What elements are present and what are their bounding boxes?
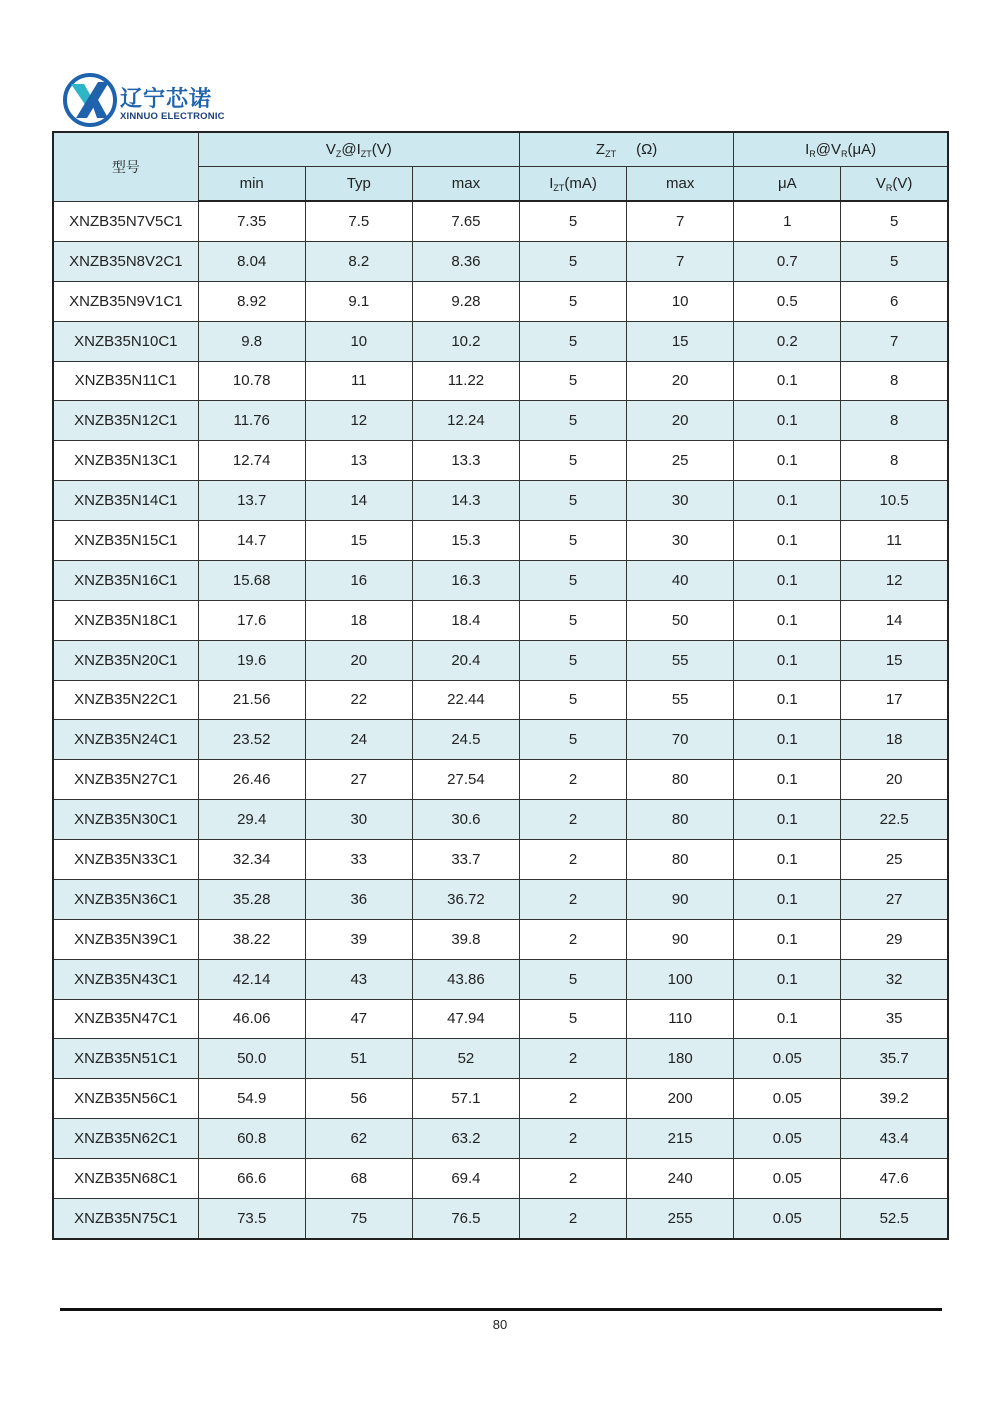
cell-vz-typ: 43 xyxy=(305,959,412,999)
vz-group-header: $V_Z@I_{ZT}(V)$ xyxy=(198,132,519,167)
cell-vz-max: 18.4 xyxy=(412,600,519,640)
cell-vz-typ: 16 xyxy=(305,560,412,600)
footer-rule xyxy=(60,1308,942,1311)
table-row xyxy=(53,680,948,720)
cell-zzt-max: 80 xyxy=(627,760,734,800)
cell-vr: 20 xyxy=(841,760,948,800)
cell-izt: 5 xyxy=(520,481,627,521)
table-row xyxy=(53,919,948,959)
cell-vz-min: 23.52 xyxy=(198,720,305,760)
cell-model: XNZB35N15C1 xyxy=(53,521,198,561)
cell-izt: 2 xyxy=(520,1119,627,1159)
cell-vz-max: 9.28 xyxy=(412,281,519,321)
table-row xyxy=(53,321,948,361)
cell-zzt-max: 110 xyxy=(627,999,734,1039)
cell-vz-max: 7.65 xyxy=(412,201,519,241)
cell-zzt-max: 80 xyxy=(627,840,734,880)
cell-izt: 2 xyxy=(520,840,627,880)
cell-ir: 0.1 xyxy=(734,441,841,481)
cell-vz-min: 35.28 xyxy=(198,879,305,919)
cell-izt: 5 xyxy=(520,720,627,760)
cell-ir: 0.1 xyxy=(734,521,841,561)
cell-vz-typ: 24 xyxy=(305,720,412,760)
cell-vz-min: 54.9 xyxy=(198,1079,305,1119)
cell-ir: 0.1 xyxy=(734,481,841,521)
cell-ir: 0.2 xyxy=(734,321,841,361)
cell-izt: 5 xyxy=(520,680,627,720)
cell-zzt-max: 10 xyxy=(627,281,734,321)
cell-model: XNZB35N10C1 xyxy=(53,321,198,361)
cell-izt: 2 xyxy=(520,760,627,800)
cell-vz-min: 46.06 xyxy=(198,999,305,1039)
table-row xyxy=(53,840,948,880)
cell-vr: 8 xyxy=(841,361,948,401)
cell-izt: 5 xyxy=(520,441,627,481)
cell-vr: 8 xyxy=(841,401,948,441)
table-row xyxy=(53,560,948,600)
cell-model: XNZB35N27C1 xyxy=(53,760,198,800)
cell-vr: 5 xyxy=(841,241,948,281)
vz-min-header: min xyxy=(198,167,305,202)
cell-model: XNZB35N56C1 xyxy=(53,1079,198,1119)
cell-vr: 5 xyxy=(841,201,948,241)
cell-vz-max: 69.4 xyxy=(412,1159,519,1199)
cell-vz-typ: 14 xyxy=(305,481,412,521)
cell-model: XNZB35N36C1 xyxy=(53,879,198,919)
cell-ir: 0.1 xyxy=(734,361,841,401)
cell-izt: 5 xyxy=(520,201,627,241)
cell-vr: 29 xyxy=(841,919,948,959)
table-row xyxy=(53,241,948,281)
cell-zzt-max: 25 xyxy=(627,441,734,481)
cell-vz-typ: 13 xyxy=(305,441,412,481)
cell-izt: 5 xyxy=(520,640,627,680)
cell-vz-min: 17.6 xyxy=(198,600,305,640)
cell-vz-min: 15.68 xyxy=(198,560,305,600)
cell-izt: 2 xyxy=(520,800,627,840)
cell-vz-min: 8.04 xyxy=(198,241,305,281)
cell-vz-typ: 47 xyxy=(305,999,412,1039)
cell-ir: 0.1 xyxy=(734,800,841,840)
cell-vz-min: 9.8 xyxy=(198,321,305,361)
cell-vr: 18 xyxy=(841,720,948,760)
cell-vz-typ: 62 xyxy=(305,1119,412,1159)
cell-vr: 14 xyxy=(841,600,948,640)
table-row xyxy=(53,640,948,680)
cell-zzt-max: 55 xyxy=(627,640,734,680)
cell-izt: 2 xyxy=(520,1079,627,1119)
cell-zzt-max: 30 xyxy=(627,481,734,521)
cell-vz-min: 21.56 xyxy=(198,680,305,720)
cell-vz-min: 26.46 xyxy=(198,760,305,800)
cell-zzt-max: 55 xyxy=(627,680,734,720)
cell-vz-min: 10.78 xyxy=(198,361,305,401)
cell-vz-max: 39.8 xyxy=(412,919,519,959)
cell-ir: 0.05 xyxy=(734,1119,841,1159)
cell-vr: 27 xyxy=(841,879,948,919)
table-row xyxy=(53,1198,948,1239)
cell-vz-min: 13.7 xyxy=(198,481,305,521)
zener-spec-table xyxy=(52,131,949,1240)
cell-izt: 2 xyxy=(520,1198,627,1239)
company-logo xyxy=(62,72,282,130)
cell-vz-max: 76.5 xyxy=(412,1198,519,1239)
cell-izt: 5 xyxy=(520,521,627,561)
cell-vz-max: 47.94 xyxy=(412,999,519,1039)
cell-izt: 2 xyxy=(520,1159,627,1199)
cell-vz-typ: 18 xyxy=(305,600,412,640)
cell-izt: 5 xyxy=(520,361,627,401)
cell-ir: 0.1 xyxy=(734,600,841,640)
cell-izt: 2 xyxy=(520,1039,627,1079)
cell-model: XNZB35N30C1 xyxy=(53,800,198,840)
cell-model: XNZB35N39C1 xyxy=(53,919,198,959)
cell-vz-max: 10.2 xyxy=(412,321,519,361)
cell-ir: 0.05 xyxy=(734,1039,841,1079)
cell-izt: 5 xyxy=(520,959,627,999)
cell-zzt-max: 215 xyxy=(627,1119,734,1159)
cell-vr: 35.7 xyxy=(841,1039,948,1079)
cell-zzt-max: 7 xyxy=(627,241,734,281)
page-number: 80 xyxy=(492,1317,508,1332)
cell-vz-min: 32.34 xyxy=(198,840,305,880)
ir-group-header: $I_R@V_R(\mu A)$ xyxy=(734,132,948,167)
cell-model: XNZB35N51C1 xyxy=(53,1039,198,1079)
cell-izt: 5 xyxy=(520,999,627,1039)
cell-vz-max: 8.36 xyxy=(412,241,519,281)
cell-model: XNZB35N7V5C1 xyxy=(53,201,198,241)
cell-izt: 2 xyxy=(520,919,627,959)
cell-vr: 47.6 xyxy=(841,1159,948,1199)
table-row xyxy=(53,999,948,1039)
cell-vz-max: 22.44 xyxy=(412,680,519,720)
cell-vz-max: 11.22 xyxy=(412,361,519,401)
cell-vr: 32 xyxy=(841,959,948,999)
vz-max-header: max xyxy=(412,167,519,202)
cell-ir: 0.05 xyxy=(734,1198,841,1239)
cell-vz-typ: 12 xyxy=(305,401,412,441)
table-body xyxy=(53,201,948,1239)
cell-model: XNZB35N43C1 xyxy=(53,959,198,999)
cell-vz-max: 16.3 xyxy=(412,560,519,600)
cell-izt: 5 xyxy=(520,321,627,361)
cell-izt: 5 xyxy=(520,401,627,441)
cell-vz-max: 52 xyxy=(412,1039,519,1079)
cell-vr: 52.5 xyxy=(841,1198,948,1239)
cell-vr: 12 xyxy=(841,560,948,600)
cell-vz-typ: 10 xyxy=(305,321,412,361)
cell-ir: 0.5 xyxy=(734,281,841,321)
table-row xyxy=(53,800,948,840)
cell-zzt-max: 255 xyxy=(627,1198,734,1239)
table-row xyxy=(53,1119,948,1159)
cell-model: XNZB35N18C1 xyxy=(53,600,198,640)
cell-vz-max: 57.1 xyxy=(412,1079,519,1119)
cell-model: XNZB35N11C1 xyxy=(53,361,198,401)
table-row xyxy=(53,1079,948,1119)
zzt-max-header: max xyxy=(627,167,734,202)
cell-ir: 0.7 xyxy=(734,241,841,281)
cell-vz-min: 8.92 xyxy=(198,281,305,321)
cell-vz-typ: 20 xyxy=(305,640,412,680)
cell-zzt-max: 90 xyxy=(627,879,734,919)
cell-model: XNZB35N33C1 xyxy=(53,840,198,880)
cell-vz-max: 12.24 xyxy=(412,401,519,441)
cell-izt: 5 xyxy=(520,600,627,640)
cell-ir: 0.1 xyxy=(734,879,841,919)
cell-izt: 2 xyxy=(520,879,627,919)
cell-vz-typ: 56 xyxy=(305,1079,412,1119)
cell-vz-typ: 15 xyxy=(305,521,412,561)
table-row xyxy=(53,401,948,441)
cell-ir: 0.1 xyxy=(734,959,841,999)
table-row xyxy=(53,201,948,241)
cell-ir: 0.1 xyxy=(734,680,841,720)
cell-vr: 22.5 xyxy=(841,800,948,840)
cell-vz-typ: 22 xyxy=(305,680,412,720)
cell-zzt-max: 90 xyxy=(627,919,734,959)
cell-vz-min: 60.8 xyxy=(198,1119,305,1159)
cell-ir: 0.05 xyxy=(734,1079,841,1119)
cell-vz-typ: 75 xyxy=(305,1198,412,1239)
cell-zzt-max: 20 xyxy=(627,361,734,401)
cell-vz-max: 13.3 xyxy=(412,441,519,481)
cell-vr: 43.4 xyxy=(841,1119,948,1159)
cell-vz-typ: 9.1 xyxy=(305,281,412,321)
cell-vr: 8 xyxy=(841,441,948,481)
cell-vz-min: 29.4 xyxy=(198,800,305,840)
cell-vz-min: 19.6 xyxy=(198,640,305,680)
cell-vr: 25 xyxy=(841,840,948,880)
table-row xyxy=(53,720,948,760)
cell-model: XNZB35N24C1 xyxy=(53,720,198,760)
table-row xyxy=(53,281,948,321)
cell-vz-max: 30.6 xyxy=(412,800,519,840)
cell-zzt-max: 7 xyxy=(627,201,734,241)
table-row xyxy=(53,879,948,919)
cell-zzt-max: 180 xyxy=(627,1039,734,1079)
table-row xyxy=(53,600,948,640)
cell-model: XNZB35N68C1 xyxy=(53,1159,198,1199)
izt-header: $I_{ZT}(mA)$ xyxy=(520,167,627,202)
cell-ir: 1 xyxy=(734,201,841,241)
cell-vz-typ: 68 xyxy=(305,1159,412,1199)
cell-model: XNZB35N62C1 xyxy=(53,1119,198,1159)
cell-vz-typ: 11 xyxy=(305,361,412,401)
vr-header: $V_R(V)$ xyxy=(841,167,948,202)
cell-izt: 5 xyxy=(520,281,627,321)
cell-vz-min: 42.14 xyxy=(198,959,305,999)
model-header: 型号 xyxy=(53,132,198,201)
cell-vr: 39.2 xyxy=(841,1079,948,1119)
cell-model: XNZB35N9V1C1 xyxy=(53,281,198,321)
cell-vz-max: 24.5 xyxy=(412,720,519,760)
table-row xyxy=(53,1039,948,1079)
cell-ir: 0.1 xyxy=(734,560,841,600)
cell-ir: 0.1 xyxy=(734,401,841,441)
cell-vr: 11 xyxy=(841,521,948,561)
cell-ir: 0.1 xyxy=(734,760,841,800)
cell-model: XNZB35N16C1 xyxy=(53,560,198,600)
cell-vr: 15 xyxy=(841,640,948,680)
cell-vz-max: 33.7 xyxy=(412,840,519,880)
table-row xyxy=(53,361,948,401)
cell-zzt-max: 240 xyxy=(627,1159,734,1199)
cell-ir: 0.1 xyxy=(734,720,841,760)
cell-zzt-max: 20 xyxy=(627,401,734,441)
table-row xyxy=(53,760,948,800)
cell-vz-min: 11.76 xyxy=(198,401,305,441)
cell-zzt-max: 200 xyxy=(627,1079,734,1119)
cell-vr: 17 xyxy=(841,680,948,720)
cell-vr: 6 xyxy=(841,281,948,321)
cell-zzt-max: 15 xyxy=(627,321,734,361)
logo-name-cn: 辽宁芯诺 xyxy=(120,87,213,112)
cell-vz-max: 15.3 xyxy=(412,521,519,561)
cell-vz-typ: 8.2 xyxy=(305,241,412,281)
cell-zzt-max: 100 xyxy=(627,959,734,999)
vz-typ-header: Typ xyxy=(305,167,412,202)
cell-ir: 0.05 xyxy=(734,1159,841,1199)
cell-vz-typ: 51 xyxy=(305,1039,412,1079)
cell-model: XNZB35N75C1 xyxy=(53,1198,198,1239)
cell-vz-max: 14.3 xyxy=(412,481,519,521)
cell-vz-typ: 36 xyxy=(305,879,412,919)
cell-ir: 0.1 xyxy=(734,840,841,880)
cell-zzt-max: 50 xyxy=(627,600,734,640)
cell-vz-max: 36.72 xyxy=(412,879,519,919)
cell-izt: 5 xyxy=(520,560,627,600)
cell-model: XNZB35N20C1 xyxy=(53,640,198,680)
cell-model: XNZB35N14C1 xyxy=(53,481,198,521)
cell-vz-min: 66.6 xyxy=(198,1159,305,1199)
cell-model: XNZB35N8V2C1 xyxy=(53,241,198,281)
table-row xyxy=(53,521,948,561)
cell-vz-typ: 7.5 xyxy=(305,201,412,241)
cell-model: XNZB35N12C1 xyxy=(53,401,198,441)
zzt-group-header: $Z_{ZT}$ (Ω) xyxy=(520,132,734,167)
table-row xyxy=(53,441,948,481)
cell-ir: 0.1 xyxy=(734,640,841,680)
xinnuo-logo-icon xyxy=(62,72,118,128)
cell-vr: 35 xyxy=(841,999,948,1039)
cell-zzt-max: 70 xyxy=(627,720,734,760)
cell-ir: 0.1 xyxy=(734,999,841,1039)
cell-vz-min: 14.7 xyxy=(198,521,305,561)
cell-izt: 5 xyxy=(520,241,627,281)
logo-name-en: XINNUO ELECTRONIC xyxy=(120,111,225,122)
cell-vz-typ: 27 xyxy=(305,760,412,800)
cell-model: XNZB35N22C1 xyxy=(53,680,198,720)
cell-vz-max: 27.54 xyxy=(412,760,519,800)
table-row xyxy=(53,959,948,999)
cell-zzt-max: 40 xyxy=(627,560,734,600)
cell-vz-max: 63.2 xyxy=(412,1119,519,1159)
cell-model: XNZB35N47C1 xyxy=(53,999,198,1039)
header-row-groups xyxy=(53,132,948,167)
cell-vz-max: 43.86 xyxy=(412,959,519,999)
cell-vr: 7 xyxy=(841,321,948,361)
cell-vz-min: 50.0 xyxy=(198,1039,305,1079)
cell-vr: 10.5 xyxy=(841,481,948,521)
cell-vz-min: 12.74 xyxy=(198,441,305,481)
cell-model: XNZB35N13C1 xyxy=(53,441,198,481)
cell-vz-min: 7.35 xyxy=(198,201,305,241)
table-row xyxy=(53,481,948,521)
cell-ir: 0.1 xyxy=(734,919,841,959)
cell-zzt-max: 80 xyxy=(627,800,734,840)
ir-ua-header: μA xyxy=(734,167,841,202)
cell-vz-typ: 30 xyxy=(305,800,412,840)
cell-vz-typ: 33 xyxy=(305,840,412,880)
cell-vz-max: 20.4 xyxy=(412,640,519,680)
cell-vz-min: 38.22 xyxy=(198,919,305,959)
table-row xyxy=(53,1159,948,1199)
cell-zzt-max: 30 xyxy=(627,521,734,561)
cell-vz-typ: 39 xyxy=(305,919,412,959)
cell-vz-min: 73.5 xyxy=(198,1198,305,1239)
